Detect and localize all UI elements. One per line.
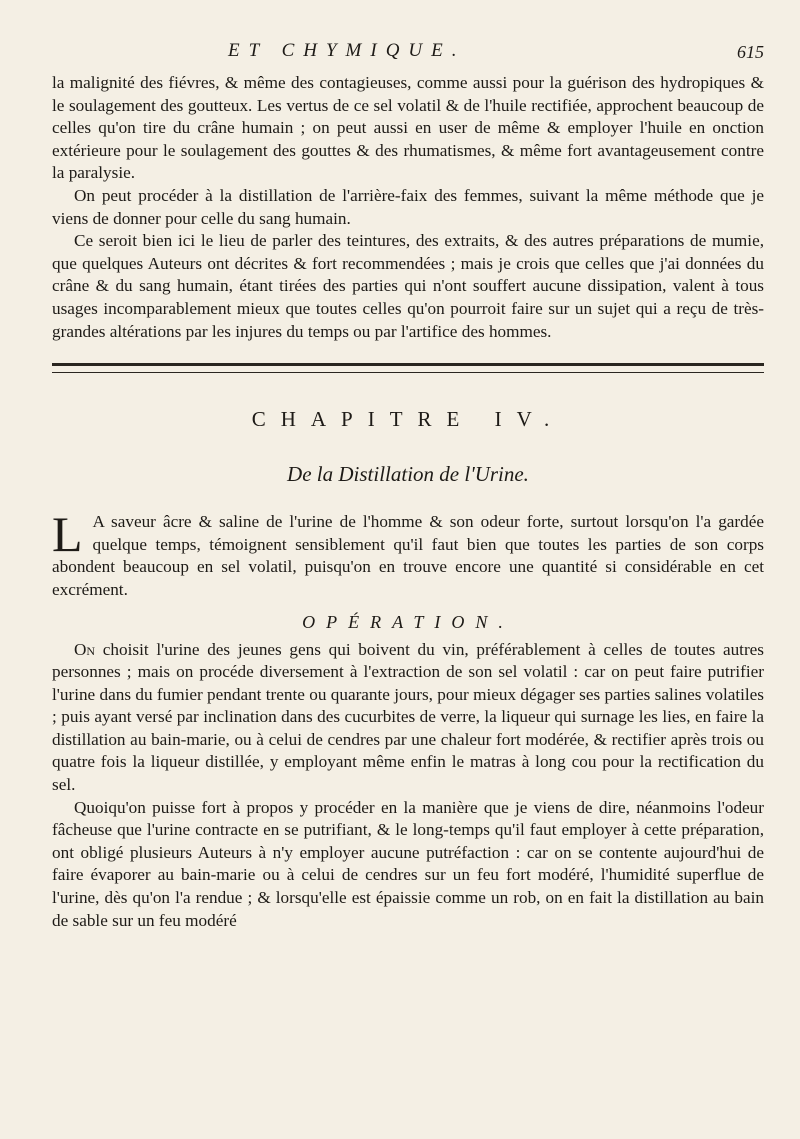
intro-text [52,72,764,343]
chapter-title: CHAPITRE IV. [251,407,565,432]
paragraph [52,639,764,797]
paragraph: On peut procéder à la distillation de l'arrière-faix des femmes, suivant la même méthode que je viens de donner pour celle du sang humain. [52,185,764,228]
running-title: ET CHYMIQUE. [228,40,466,61]
chapter-opening [52,506,764,601]
paragraph: A saveur âcre & saline de l'urine de l'homme & son odeur forte, surtout lorsqu'on l'a gardée quelque temps, témoignent sensiblement qu'il faut bien que toutes les parties de son corps abondent beaucoup en sel volatil, puisqu'on en trouve encore une quantité si considérable en cet excrément. [52,512,764,599]
drop-cap: L [52,506,83,563]
book-page [52,40,764,932]
page-header [52,40,764,66]
paragraph-text: choisit l'urine des jeunes gens qui boivent du vin, préférablement à celles de toutes autres personnes ; mais on procéde diversement à l'extraction de son sel volatil : car on peut faire putrifier l'urine dans du fumier pendant trente ou quarante jours, pour mieux dégager ses parties salines volatiles ; puis ayant versé par inclination dans des cucurbites de verre, la liqueur qui surnage les lies, en faire la distillation au bain-marie, ou à celui de cendres par une chaleur fort modérée, & rectifier après trois ou quatre fois la liqueur distillée, y employant même enfin le matras à long cou pour la rectification du sel. [52,639,764,795]
paragraph: la malignité des fiévres, & même des contagieuses, comme aussi pour la guérison des hydropiques & le soulagement des goutteux. Les vertus de ce sel volatil & de l'huile rectifiée, approchent beaucoup de celles qu'on tire du crâne humain ; on peut aussi en user de même & employer l'huile en onction extérieure pour le soulagement des gouttes & des rhumatismes, & même fort avantageusement contre la paralysie. [52,73,764,183]
operation-heading: OPÉRATION. [302,611,514,632]
ornamental-rule [52,363,764,373]
chapter-subtitle: De la Distillation de l'Urine. [287,462,529,487]
lead-word: On [74,639,96,659]
page-number: 615 [737,42,764,62]
paragraph: Quoiqu'on puisse fort à propos y procéder en la manière que je viens de dire, néanmoins l'odeur fâcheuse que l'urine contracte en se putrifiant, & le long-temps qu'il faut employer à cette préparation, ont obligé plusieurs Auteurs à n'y employer aucune putréfaction : car on se contente aujourd'hui de faire évaporer au bain-marie ou à celui de cendres sur un feu fort modéré, l'humidité superflue de l'urine, dès qu'on l'a rendue ; & lorsqu'elle est épaissie comme un rob, on en fait la distillation au bain de sable sur un feu modéré [52,797,764,930]
paragraph: Ce seroit bien ici le lieu de parler des teintures, des extraits, & des autres préparations de mumie, que quelques Auteurs ont décrites & fort recommendées ; mais je crois que celles que j'ai données du crâne & du sang humain, étant tirées des parties qui n'ont souffert aucune dissipation, valent à tous usages incomparablement mieux que toutes celles qu'on pourroit faire sur un sujet qui a reçu de très-grandes altérations par les injures du temps ou par l'artifice des hommes. [52,231,764,341]
